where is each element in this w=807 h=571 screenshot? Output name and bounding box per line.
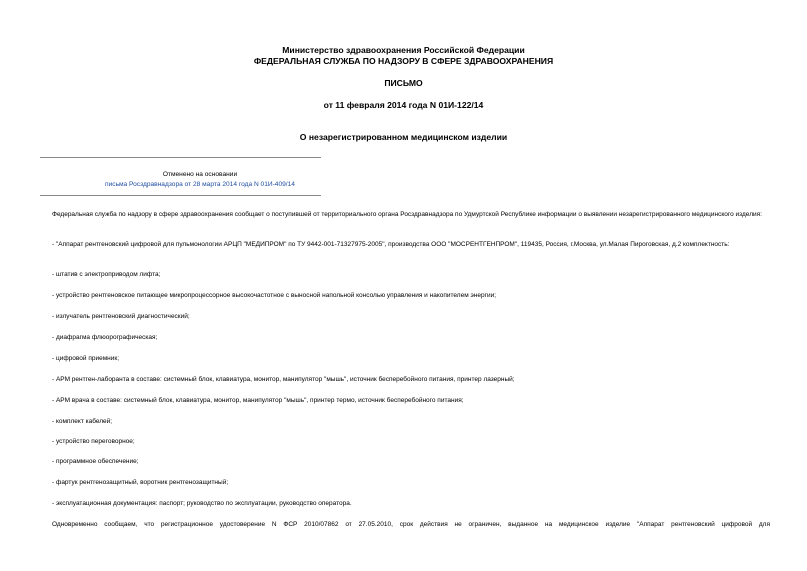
list-item: - АРМ врача в составе: системный блок, клавиатура, монитор, манипулятор "мышь", принтер термо, источник бесперебойного питания;	[52, 397, 464, 404]
final-paragraph: Одновременно сообщаем, что регистрационное удостоверение N ФСР 2010/07862 от 27.05.2010, срок действия не ограничен, выданное на медицинское изделие "Аппарат рентгеновский цифровой для	[52, 521, 770, 528]
doc-type: ПИСЬМО	[384, 78, 423, 88]
cancel-reference-link[interactable]: письма Росздравнадзора от 28 марта 2014 года N 01И-409/14	[105, 181, 295, 188]
list-item: - комплект кабелей;	[52, 418, 113, 425]
cancel-note	[40, 180, 360, 189]
list-item: - устройство рентгеновское питающее микропроцессорное высокочастотное с выносной напольной консолью управления и накопителем энергии;	[52, 292, 497, 299]
list-item: - излучатель рентгеновский диагностический;	[52, 313, 190, 320]
list-item: - цифровой приемник;	[52, 355, 120, 362]
list-item: - устройство переговорное;	[52, 438, 135, 445]
device-paragraph: - "Аппарат рентгеновский цифровой для пульмонологии АРЦП "МЕДИПРОМ" по ТУ 9442-001-71327975-2005", производства ООО "МОСРЕНТГЕНПРОМ", 119435, Россия, г.Москва, ул.Малая Пироговская, д.2 комплектность:	[52, 241, 730, 248]
list-item: - диафрагма флюорографическая;	[52, 334, 158, 341]
ministry-title: Министерство здравоохранения Российской Федерации	[282, 45, 525, 55]
doc-subject: О незарегистрированном медицинском изделии	[299, 132, 508, 142]
list-item: - штатив с электроприводом лифта;	[52, 271, 161, 278]
doc-date: от 11 февраля 2014 года N 01И-122/14	[323, 100, 484, 110]
service-title: ФЕДЕРАЛЬНАЯ СЛУЖБА ПО НАДЗОРУ В СФЕРЕ ЗДРАВООХРАНЕНИЯ	[253, 56, 554, 66]
bottom-divider	[40, 195, 321, 196]
list-item: - фартук рентгенозащитный, воротник рентгенозащитный;	[52, 479, 229, 486]
cancel-note-text: Отменено на основании	[162, 171, 238, 178]
top-divider	[40, 157, 321, 158]
list-item: - программное обеспечение;	[52, 458, 139, 465]
intro-paragraph: Федеральная служба по надзору в сфере здравоохранения сообщает о поступившей от территориального органа Росздравнадзора по Удмуртской Республике информации о выявлении незарегистрированного медицинского изделия:	[52, 211, 762, 218]
list-item: - АРМ рентген-лаборанта в составе: системный блок, клавиатура, монитор, манипулятор "мышь", источник бесперебойного питания, принтер лазерный;	[52, 376, 515, 383]
list-item: - эксплуатационная документация: паспорт; руководство по эксплуатации, руководство оператора.	[52, 500, 352, 507]
